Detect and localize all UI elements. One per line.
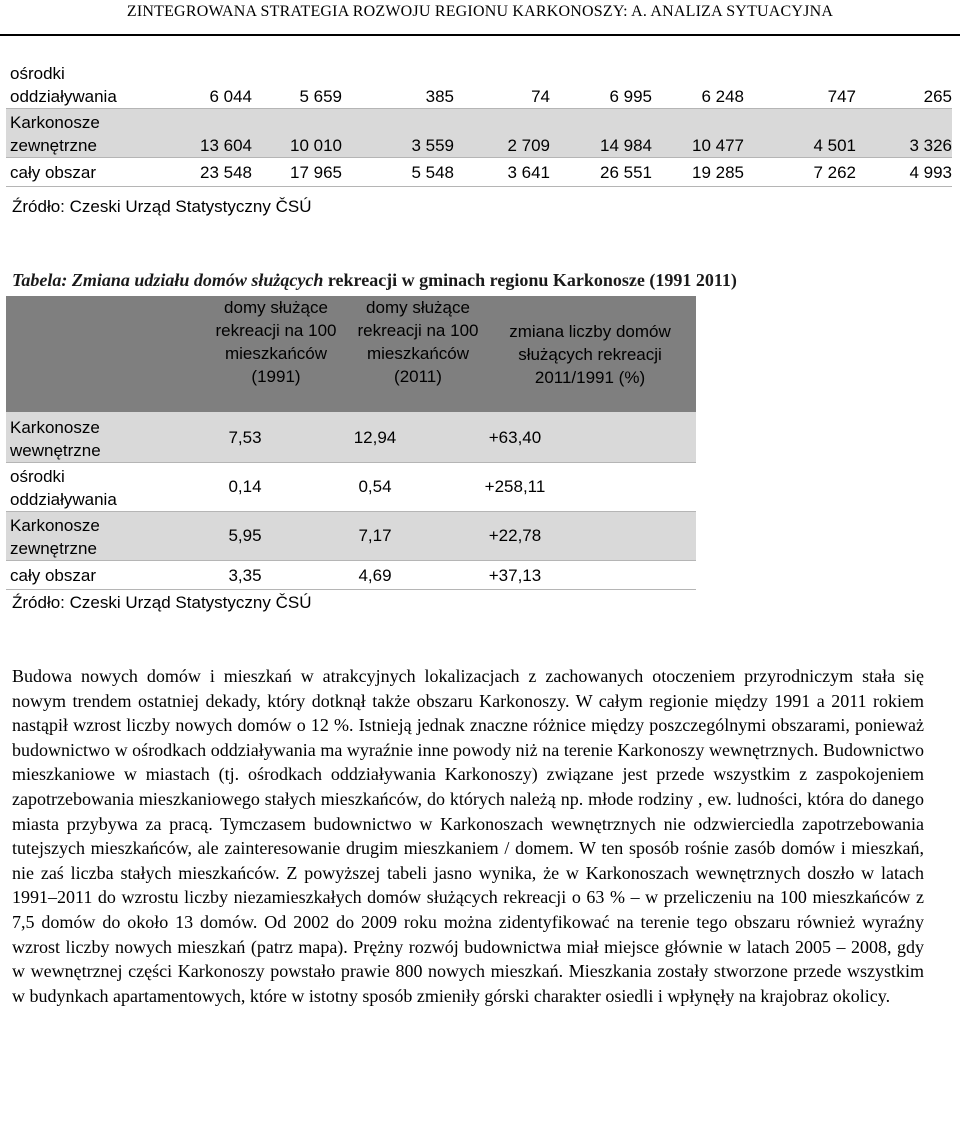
- row-label: ośrodki oddziaływania: [10, 467, 117, 509]
- table-cell: 14 984: [600, 136, 652, 155]
- table-cell: 7,17: [358, 526, 392, 545]
- page-header: [0, 0, 960, 36]
- table-cell: 23 548: [200, 162, 252, 182]
- header-cell: [6, 296, 206, 412]
- table-cell: 12,94: [353, 428, 397, 447]
- table-cell: 3 559: [411, 136, 454, 155]
- row-label: Karkonosze zewnętrzne: [10, 516, 100, 558]
- table-cell: 265: [923, 87, 952, 106]
- table-cell: +258,11: [484, 477, 546, 496]
- table-cell: 7,53: [228, 428, 262, 447]
- table-cell: 4,69: [358, 565, 392, 585]
- table-cell: 4 501: [813, 136, 856, 155]
- table-cell: 13 604: [200, 136, 252, 155]
- table-row: [6, 158, 952, 187]
- table-cell: 385: [425, 87, 454, 106]
- table-cell: 3 326: [909, 136, 952, 155]
- table-cell: 26 551: [600, 162, 652, 182]
- table-row: [6, 512, 696, 561]
- table-cell: 7 262: [813, 162, 856, 182]
- row-label: cały obszar: [10, 162, 96, 182]
- table-cell: 0,14: [228, 477, 262, 496]
- table-source: Źródło: Czeski Urząd Statystyczny ČSÚ: [12, 197, 312, 216]
- table-cell: 6 044: [209, 87, 252, 106]
- row-label: cały obszar: [10, 565, 96, 585]
- table-cell: 10 010: [290, 136, 342, 155]
- table-caption: Tabela: Zmiana udziału domów służących rekreacji w gminach regionu Karkonosze (1991 2011): [12, 270, 737, 290]
- row-label: Karkonosze zewnętrzne: [10, 113, 100, 155]
- header-cell: domy służące rekreacji na 100 mieszkańców (1991): [215, 298, 337, 386]
- table-cell: 10 477: [692, 136, 744, 155]
- header-cell: domy służące rekreacji na 100 mieszkańców (2011): [357, 298, 479, 386]
- table-row: [6, 561, 696, 590]
- table-cell: 19 285: [692, 162, 744, 182]
- body-paragraph: Budowa nowych domów i mieszkań w atrakcyjnych lokalizacjach z zachowanych otoczeniem przyrodniczym stała się nowym trendem ostatniej dekady, który dotknął także obszaru Karkonoszy. W całym regionie między 1991 a 2011 rokiem nastąpił wzrost liczby nowych domów o 12 %. Istnieją jednak znaczne różnice między poszczególnymi obszarami, ponieważ budownictwo w ośrodkach oddziaływania ma wyraźnie inne powody niż na terenie Karkonoszy wewnętrznych. Budownictwo mieszkaniowe w miastach (tj. ośrodkach oddziaływania Karkonoszy) związane jest przede wszystkim z zaspokojeniem zapotrzebowania mieszkaniowego stałych mieszkańców, do których należą np. młode rodziny , ew. ludności, która do danego miasta przybywa za pracą. Tymczasem budownictwo w Karkonoszach wewnętrznych nie odzwierciedla zapotrzebowania tutejszych mieszkańców, ale zainteresowanie drugim mieszkaniem / domem. W ten sposób rośnie zasób domów i mieszkań, nie zaś liczba stałych mieszkańców. Z powyższej tabeli jasno wynika, że w Karkonoszach wewnętrznych doszło w latach 1991–2011 do wzrostu liczby niezamieszkałych domów służących rekreacji o 63 % – w przeliczeniu na 100 mieszkańców z 7,5 domów do około 13 domów. Od 2002 do 2009 roku można zidentyfikować na terenie tego obszaru również wyraźny wzrost liczby nowych mieszkań (patrz mapa). Prężny rozwój budownictwa miał miejsce głównie w latach 2005 – 2008, gdy w wewnętrznej części Karkonoszy powstało prawie 800 nowych mieszkań. Mieszkania zostały stworzone przede wszystkim w budynkach apartamentowych, które w istotny sposób zmieniły górski charakter osiedli i wpłynęły na krajobraz okolicy.: [12, 666, 924, 1006]
- row-label: Karkonosze wewnętrzne: [10, 418, 101, 460]
- table-cell: 2 709: [507, 136, 550, 155]
- table-cell: 747: [827, 87, 856, 106]
- page-header-title: ZINTEGROWANA STRATEGIA ROZWOJU REGIONU KARKONOSZY: A. ANALIZA SYTUACYJNA: [126, 3, 834, 20]
- table-cell: +37,13: [488, 565, 542, 585]
- table-continuation: [6, 60, 952, 187]
- table-cell: +22,78: [488, 526, 542, 545]
- table-row: [6, 60, 952, 109]
- table-cell: 0,54: [358, 477, 392, 496]
- table-row: [6, 109, 952, 158]
- table-cell: 6 995: [609, 87, 652, 106]
- table-cell: +63,40: [488, 428, 542, 447]
- table-recreation-houses: [6, 296, 696, 590]
- table-cell: 4 993: [909, 162, 952, 182]
- table-cell: 17 965: [290, 162, 342, 182]
- table-row: [6, 412, 696, 463]
- table-cell: 5 548: [411, 162, 454, 182]
- table-cell: 3 641: [507, 162, 550, 182]
- table-cell: 5,95: [228, 526, 262, 545]
- table-row: [6, 463, 696, 512]
- table-header: [6, 296, 696, 412]
- table-source: Źródło: Czeski Urząd Statystyczny ČSÚ: [12, 593, 312, 612]
- table-cell: 74: [531, 87, 550, 106]
- header-cell: zmiana liczby domów służących rekreacji 2011/1991 (%): [509, 322, 671, 387]
- table-cell: 5 659: [299, 87, 342, 106]
- table-cell: 3,35: [228, 565, 262, 585]
- table-cell: 6 248: [701, 87, 744, 106]
- row-label: ośrodki oddziaływania: [10, 64, 117, 106]
